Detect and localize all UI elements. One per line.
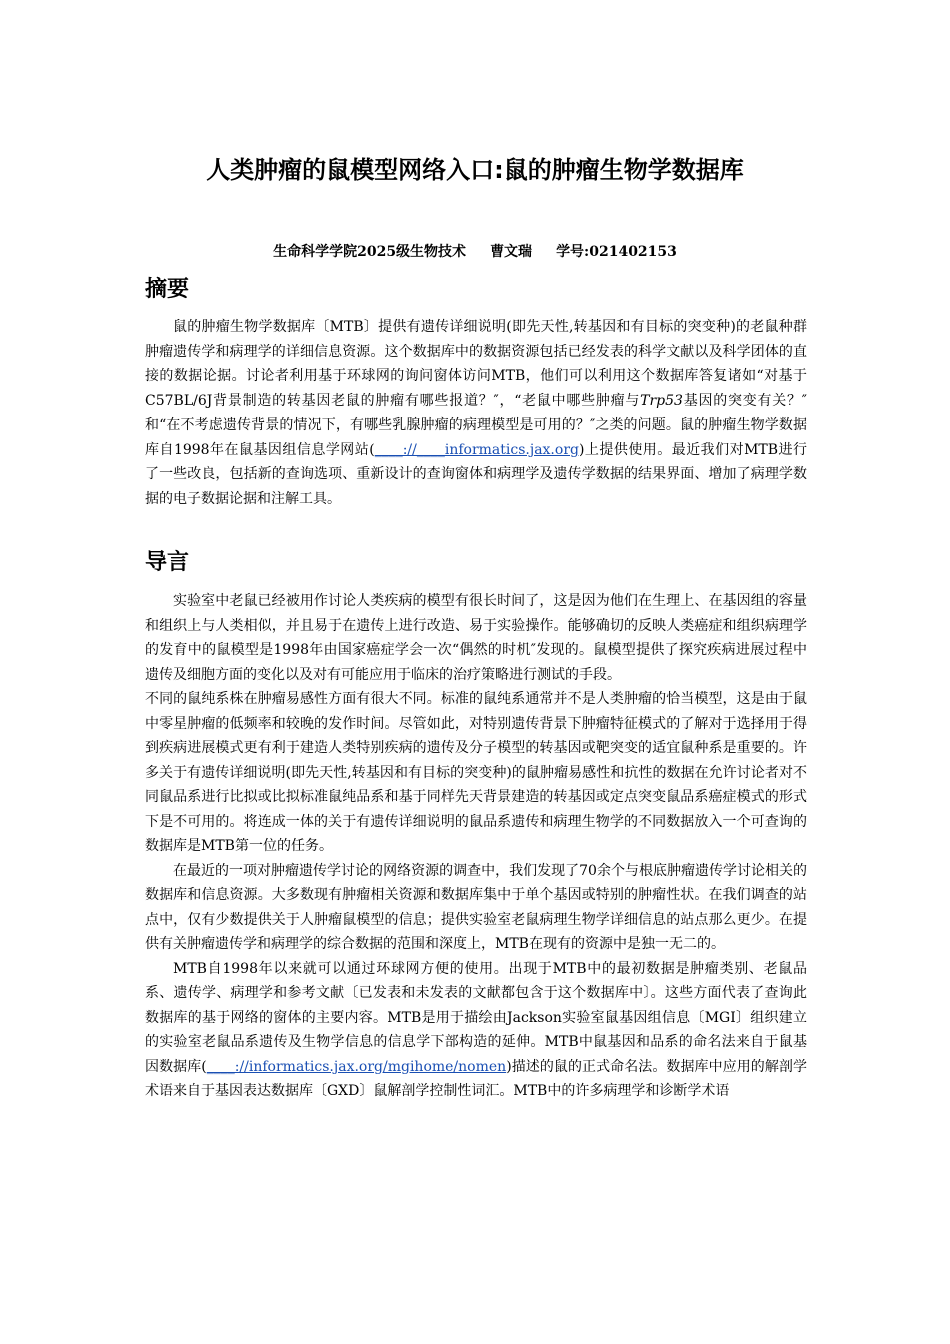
intro-paragraph-3: 在最近的一项对肿瘤遗传学讨论的网络资源的调查中，我们发现了70余个与根底肿瘤遗传学讨论相关的数据库和信息资源。大多数现有肿瘤相关资源和数据库集中于单个基因或特别的肿瘤性状。在我们调查的站点中，仅有少数提供关于人肿瘤鼠模型的信息；提供实验室老鼠病理生物学详细信息的站点那么更少。在提供有关肿瘤遗传学和病理学的综合数据的范围和深度上，MTB在现有的资源中是独一无二的。 bbox=[145, 862, 807, 952]
intro-p4-text-1: MTB自1998年以来就可以通过环球网方便的使用。出现于MTB中的最初数据是肿瘤类别、老鼠品系、遗传学、病理学和参考文献〔已发表和未发表的文献都包含于这个数据库中〕。这些方面代表了查询此数据库的基于网络的窗体的主要内容。MTB是用于描绘由Jackson实验室鼠基因组信息〔MGI〕组织建立的实验室老鼠品系遗传及生物学信息的信息学下部构造的延伸。MTB中鼠基因和品系的命名法来自于鼠基因数据库( bbox=[145, 960, 807, 1075]
paper-title: 人类肿瘤的鼠模型网络入口:鼠的肿瘤生物学数据库 bbox=[206, 156, 744, 184]
abstract-text-3: )上提供使用。最近我们对MTB进行了一些改良，包括新的查询选项、重新设计的查询窗体和病理学及遗传学数据的结果界面、增加了病理学数据的电子数据论据和注解工具。 bbox=[145, 441, 807, 507]
intro-heading: 导言 bbox=[145, 550, 190, 575]
intro-p4-text-2: )描述的鼠的正式命名法。数据库中应用的解剖学术语来自于基因表达数据库〔GXD〕鼠解剖学控制性词汇。MTB中的许多病理学和诊断学术语 bbox=[145, 1058, 808, 1099]
author-name: 曹文瑞 bbox=[490, 244, 533, 260]
abstract-text-2: 基因的突变有关？″和“在不考虑遗传背景的情况下，有哪些乳腺肿瘤的病理模型是可用的？″之类的问题。鼠的肿瘤生物学数据库自1998年在鼠基因组信息学网站( bbox=[145, 392, 807, 458]
abstract-heading: 摘要 bbox=[145, 277, 190, 302]
nomenclature-link[interactable]: ____://informatics.jax.org/mgihome/nomen bbox=[206, 1058, 507, 1075]
author-affiliation: 生命科学学院2025级生物技术 bbox=[273, 244, 467, 260]
abstract-paragraph bbox=[145, 315, 807, 511]
gene-name-trp53: Trp53 bbox=[640, 392, 683, 409]
abstract-body bbox=[145, 315, 807, 511]
author-line bbox=[0, 241, 950, 263]
intro-body bbox=[145, 589, 807, 1104]
intro-paragraph-2: 不同的鼠纯系株在肿瘤易感性方面有很大不同。标准的鼠纯系通常并不是人类肿瘤的恰当模型，这是由于鼠中零星肿瘤的低频率和较晚的发作时间。尽管如此，对特别遗传背景下肿瘤特征模式的了解对于选择用于得到疾病进展模式更有利于建造人类特别疾病的遗传及分子模型的转基因或靶突变的适宜鼠种系是重要的。许多关于有遗传详细说明(即先天性,转基因和有目标的突变种)的鼠肿瘤易感性和抗性的数据在允许讨论者对不同鼠品系进行比拟或比拟标准鼠纯品系和基于同样先天背景建造的转基因或定点突变鼠品系癌症模式的形式下是不可用的。将连成一体的关于有遗传详细说明的鼠品系遗传和病理生物学的不同数据放入一个可查询的数据库是MTB第一位的任务。 bbox=[145, 691, 807, 854]
mgi-website-link[interactable]: ____://____informatics.jax.org bbox=[374, 441, 579, 458]
author-student-id: 学号:021402153 bbox=[556, 244, 677, 260]
intro-paragraph-4 bbox=[145, 957, 807, 1104]
abstract-text-1: 鼠的肿瘤生物学数据库〔MTB〕提供有遗传详细说明(即先天性,转基因和有目标的突变种)的老鼠种群肿瘤遗传学和病理学的详细信息资源。这个数据库中的数据资源包括已经发表的科学文献以及科学团体的直接的数据论据。讨论者利用基于环球网的询问窗体访问MTB，他们可以利用这个数据库答复诸如“对基于C57BL/6J背景制造的转基因老鼠的肿瘤有哪些报道？″，“老鼠中哪些肿瘤与 bbox=[145, 319, 807, 409]
intro-paragraph-1: 实验室中老鼠已经被用作讨论人类疾病的模型有很长时间了，这是因为他们在生理上、在基因组的容量和组织上与人类相似，并且易于在遗传上进行改造、易于实验操作。能够确切的反映人类癌症和组织病理学的发育中的鼠模型是1998年由国家癌症学会一次“偶然的时机″发现的。鼠模型提供了探究疾病进展过程中遗传及细胞方面的变化以及对有可能应用于临床的治疗策略进行测试的手段。 bbox=[145, 593, 807, 683]
